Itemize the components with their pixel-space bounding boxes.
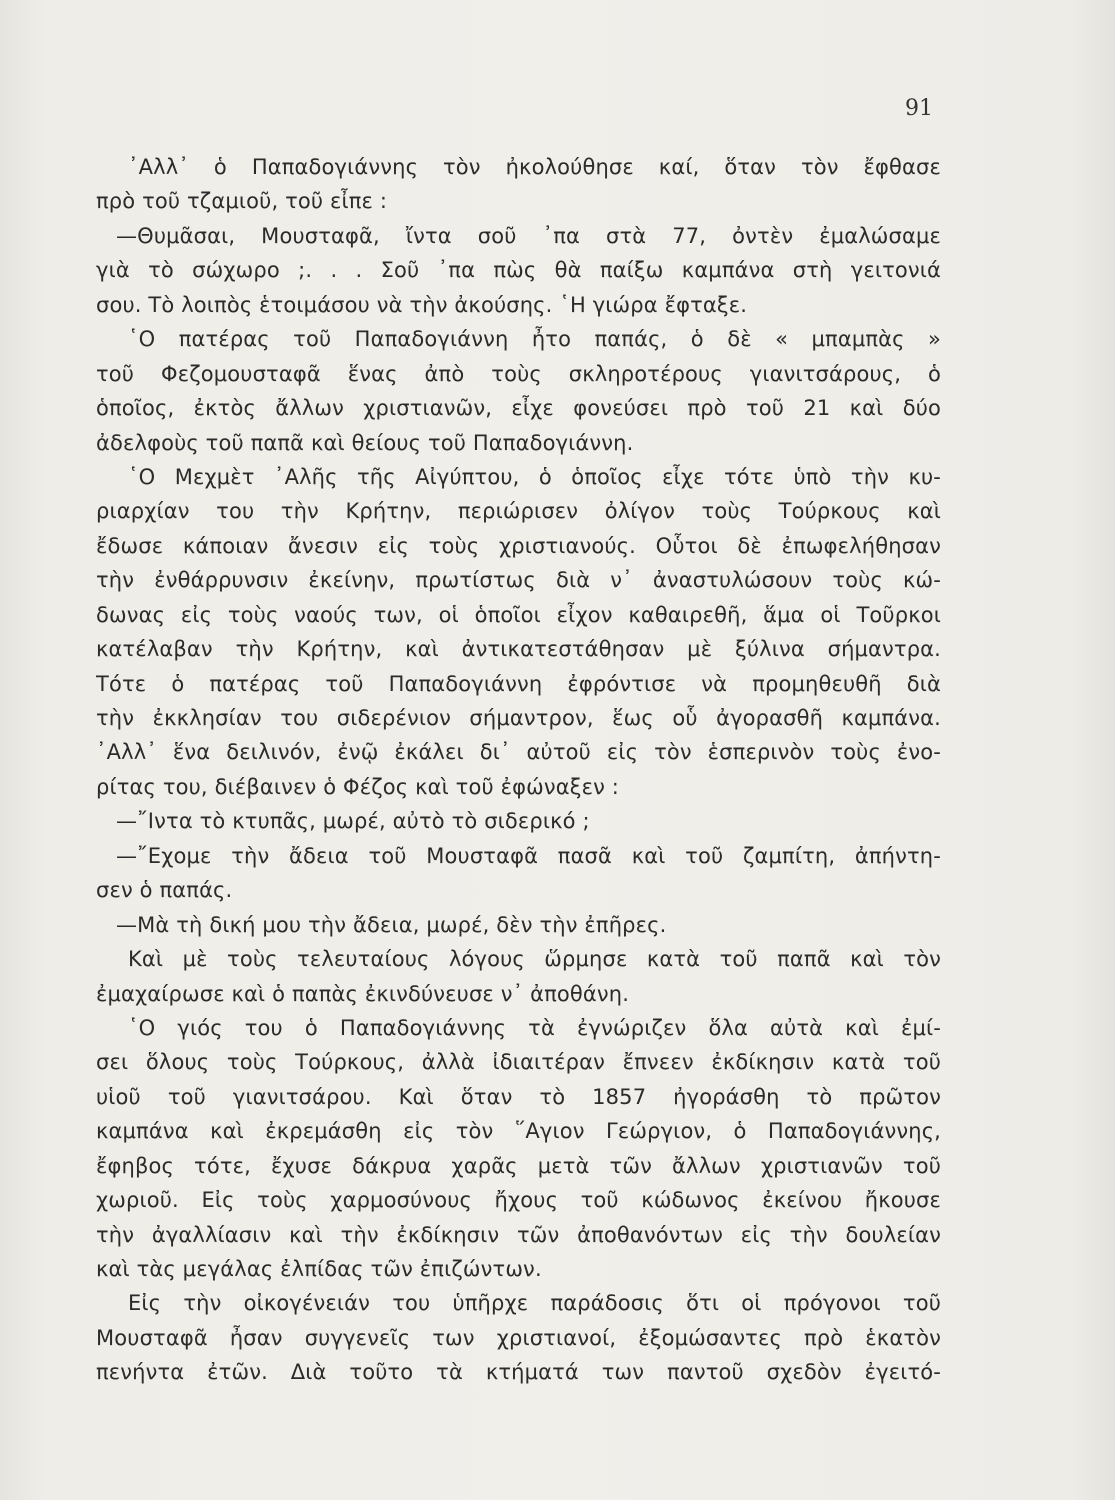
text-line: ἔδωσε κάποιαν ἄνεσιν εἰς τοὺς χριστιανούς. Οὗτοι δὲ ἐπωφελήθησαν — [96, 533, 941, 558]
text-line: δωνας εἰς τοὺς ναούς των, οἱ ὁποῖοι εἶχον καθαιρεθῆ, ἅμα οἱ Τοῦρκοι — [96, 602, 941, 627]
text-line: σου. Τὸ λοιπὸς ἑτοιμάσου νὰ τὴν ἀκούσης. ῾Η γιώρα ἔφταξε. — [96, 292, 748, 317]
text-line: γιὰ τὸ σώχωρο ;. . . Σοῦ ᾿πα πὼς θὰ παίξω καμπάνα στὴ γειτονιά — [96, 258, 941, 283]
text-line: πρὸ τοῦ τζαμιοῦ, τοῦ εἶπε : — [96, 189, 388, 214]
text-line: ἐμαχαίρωσε καὶ ὁ παπὰς ἐκινδύνευσε ν᾿ ἀποθάνη. — [96, 981, 630, 1006]
text-line: σει ὅλους τοὺς Τούρκους, ἀλλὰ ἰδιαιτέραν ἔπνεεν ἐκδίκησιν κατὰ τοῦ — [96, 1050, 941, 1075]
text-line: Εἰς τὴν οἰκογένειάν του ὑπῆρχε παράδοσις ὅτι οἱ πρόγονοι τοῦ — [128, 1291, 941, 1316]
text-line: υἱοῦ τοῦ γιανιτσάρου. Καὶ ὅταν τὸ 1857 ἠγοράσθη τὸ πρῶτον — [96, 1084, 941, 1109]
text-line: χωριοῦ. Εἰς τοὺς χαρμοσύνους ἤχους τοῦ κώδωνος ἐκείνου ἤκουσε — [96, 1188, 941, 1213]
text-line: ἀδελφοὺς τοῦ παπᾶ καὶ θείους τοῦ Παπαδογιάννη. — [96, 430, 634, 455]
text-line: καὶ τὰς μεγάλας ἐλπίδας τῶν ἐπιζώντων. — [96, 1257, 542, 1281]
text-line: ῾Ο γιός του ὁ Παπαδογιάννης τὰ ἐγνώριζεν ὅλα αὐτὰ καὶ ἐμί- — [128, 1015, 941, 1040]
text-line: —Θυμᾶσαι, Μουσταφᾶ, ἴντα σοῦ ᾿πα στὰ 77, ὀντὲν ἐμαλώσαμε — [116, 223, 941, 248]
text-line: τὴν ἀγαλλίασιν καὶ τὴν ἐκδίκησιν τῶν ἀποθανόντων εἰς τὴν δουλείαν — [96, 1222, 941, 1247]
text-line: ᾿Αλλ᾿ ὁ Παπαδογιάννης τὸν ἠκολούθησε καί, ὅταν τὸν ἔφθασε — [128, 155, 941, 179]
text-line: σεν ὁ παπάς. — [96, 878, 233, 903]
body-text — [96, 150, 941, 1390]
text-line: ῾Ο πατέρας τοῦ Παπαδογιάννη ἦτο παπάς, ὁ δὲ « μπαμπὰς » — [128, 327, 941, 352]
text-line: πενήντα ἐτῶν. Διὰ τοῦτο τὰ κτήματά των παντοῦ σχεδὸν ἐγειτό- — [96, 1360, 941, 1385]
page-number: 91 — [905, 96, 933, 121]
text-line: —῎Εχομε τὴν ἄδεια τοῦ Μουσταφᾶ πασᾶ καὶ τοῦ ζαμπίτη, ἀπήντη- — [116, 843, 941, 868]
text-line: ρίτας του, διέβαινεν ὁ Φέζος καὶ τοῦ ἐφώναξεν : — [96, 774, 620, 799]
text-line: ριαρχίαν του τὴν Κρήτην, περιώρισεν ὀλίγον τοὺς Τούρκους καὶ — [96, 499, 941, 524]
text-line: κατέλαβαν τὴν Κρήτην, καὶ ἀντικατεστάθησαν μὲ ξύλινα σήμαντρα. — [96, 637, 941, 662]
text-line: ὁποῖος, ἐκτὸς ἄλλων χριστιανῶν, εἶχε φονεύσει πρὸ τοῦ 21 καὶ δύο — [96, 396, 941, 421]
text-line: καμπάνα καὶ ἐκρεμάσθη εἰς τὸν ῞Αγιον Γεώργιον, ὁ Παπαδογιάννης, — [96, 1119, 941, 1144]
text-line: Μουσταφᾶ ἦσαν συγγενεῖς των χριστιανοί, ἐξομώσαντες πρὸ ἑκατὸν — [96, 1325, 941, 1350]
text-line: τοῦ Φεζομουσταφᾶ ἕνας ἀπὸ τοὺς σκληροτέρους γιανιτσάρους, ὁ — [96, 361, 941, 386]
text-line: —Μὰ τὴ δική μου τὴν ἄδεια, μωρέ, δὲν τὴν ἐπῆρες. — [116, 912, 667, 937]
text-line: τὴν ἐνθάρρυνσιν ἐκείνην, πρωτίστως διὰ ν᾿ ἀναστυλώσουν τοὺς κώ- — [96, 568, 941, 593]
text-line: Καὶ μὲ τοὺς τελευταίους λόγους ὥρμησε κατὰ τοῦ παπᾶ καὶ τὸν — [128, 947, 941, 972]
text-line: τὴν ἐκκλησίαν του σιδερένιον σήμαντρον, ἕως οὗ ἀγορασθῆ καμπάνα. — [96, 706, 941, 730]
text-line: ἔφηβος τότε, ἔχυσε δάκρυα χαρᾶς μετὰ τῶν ἄλλων χριστιανῶν τοῦ — [96, 1153, 941, 1178]
text-line: Τότε ὁ πατέρας τοῦ Παπαδογιάννη ἐφρόντισε νὰ προμηθευθῆ διὰ — [96, 671, 941, 696]
text-line: ᾿Αλλ᾿ ἕνα δειλινόν, ἐνῷ ἐκάλει δι᾿ αὐτοῦ εἰς τὸν ἑσπερινὸν τοὺς ἐνο- — [96, 740, 941, 765]
text-line: —῎Ιντα τὸ κτυπᾶς, μωρέ, αὐτὸ τὸ σιδερικό ; — [116, 809, 590, 834]
text-line: ῾Ο Μεχμὲτ ᾿Αλῆς τῆς Αἰγύπτου, ὁ ὁποῖος εἶχε τότε ὑπὸ τὴν κυ- — [128, 464, 941, 489]
